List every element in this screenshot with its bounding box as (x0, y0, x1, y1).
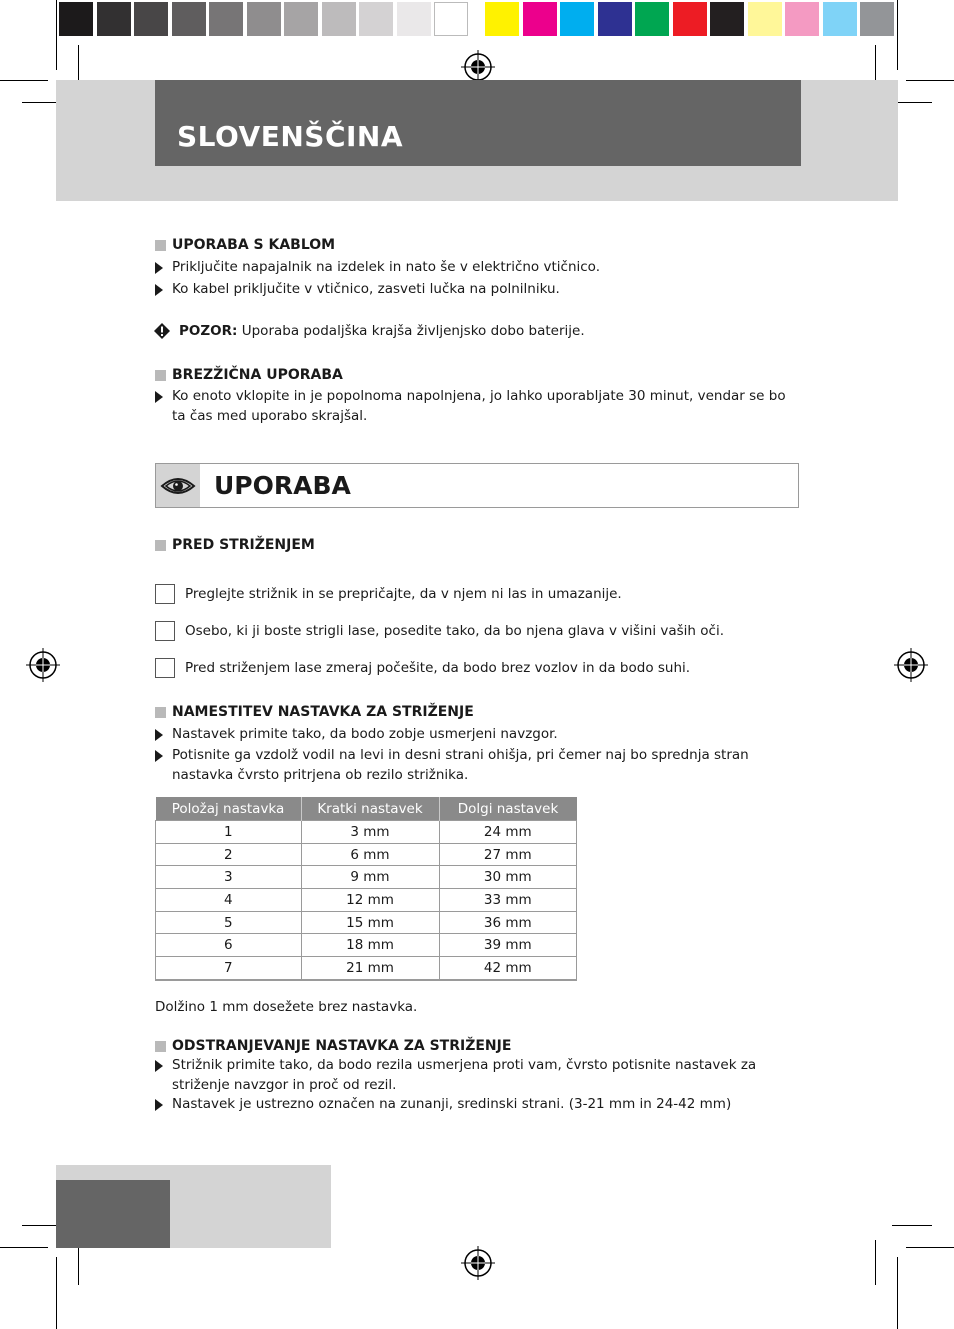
color-swatch (560, 2, 594, 36)
gray-swatch (359, 2, 393, 36)
checklist-item (155, 621, 724, 641)
gray-swatch (434, 2, 468, 36)
list-item (155, 746, 795, 785)
color-swatch (598, 2, 632, 36)
table-cell: 12 mm (301, 889, 439, 912)
table-row (156, 934, 577, 957)
checklist-item-text: Osebo, ki ji boste strigli lase, posedite tako, da bo njena glava v višini vaših oči. (185, 623, 724, 639)
gray-swatch (397, 2, 431, 36)
table-row (156, 911, 577, 934)
checklist-item-text: Pred striženjem lase zmeraj počešite, da bodo brez vozlov in da bodo suhi. (185, 660, 691, 676)
section-heading-remove-comb (155, 1038, 511, 1054)
triangle-bullet-icon (155, 284, 163, 296)
usage-section-banner (155, 463, 799, 508)
color-swatch (635, 2, 669, 36)
table-cell: 6 mm (301, 843, 439, 866)
table-cell: 27 mm (439, 843, 577, 866)
gray-swatch (322, 2, 356, 36)
gray-swatch (172, 2, 206, 36)
gray-swatch (247, 2, 281, 36)
section-heading-label: PRED STRIŽENJEM (172, 537, 315, 553)
registration-mark-icon (26, 648, 60, 682)
table-row (156, 889, 577, 912)
color-swatch (710, 2, 744, 36)
list-item-text: Nastavek primite tako, da bodo zobje usmerjeni navzgor. (172, 726, 558, 742)
eye-icon (160, 475, 196, 497)
section-heading-cordless (155, 367, 343, 383)
table-cell: 36 mm (439, 911, 577, 934)
triangle-bullet-icon (155, 1060, 163, 1072)
list-item (155, 387, 795, 426)
table-cell: 6 (156, 934, 302, 957)
color-swatch (673, 2, 707, 36)
triangle-bullet-icon (155, 729, 163, 741)
gray-swatch (284, 2, 318, 36)
table-row (156, 843, 577, 866)
table-cell: 33 mm (439, 889, 577, 912)
checkbox[interactable] (155, 621, 175, 641)
table-cell: 5 (156, 911, 302, 934)
list-item-text: Nastavek je ustrezno označen na zunanji, sredinski strani. (3-21 mm in 24-42 mm) (172, 1096, 732, 1112)
section-title: UPORABA (214, 471, 351, 500)
table-cell: 4 (156, 889, 302, 912)
list-item-text: Ko kabel priključite v vtičnico, zasveti lučka na polnilniku. (172, 281, 560, 297)
list-item-text: Strižnik primite tako, da bodo rezila usmerjena proti vam, čvrsto potisnite nastavek za striženje navzgor in proč od rezil. (172, 1057, 757, 1093)
table-cell: 42 mm (439, 957, 577, 980)
comb-length-table (155, 797, 577, 981)
list-item (155, 258, 795, 278)
section-heading-label: ODSTRANJEVANJE NASTAVKA ZA STRIŽENJE (172, 1038, 512, 1054)
color-swatch (860, 2, 894, 36)
checklist-item-text: Preglejte strižnik in se prepričajte, da v njem ni las in umazanije. (185, 586, 622, 602)
table-header-row (156, 797, 577, 821)
checklist-item (155, 584, 622, 604)
warning-label: POZOR: (179, 323, 238, 339)
column-header: Položaj nastavka (156, 797, 302, 821)
color-swatch (823, 2, 857, 36)
list-item (155, 1056, 795, 1095)
list-item (155, 725, 795, 745)
list-item (155, 280, 795, 300)
table-cell: 2 (156, 843, 302, 866)
list-item-text: Ko enoto vklopite in je popolnoma napolnjena, jo lahko uporabljate 30 minut, vendar se bo ta čas med uporabo skrajšal. (172, 388, 786, 424)
list-item-text: Potisnite ga vzdolž vodil na levi in desni strani ohišja, pri čemer naj bo sprednja stran nastavka čvrsto pritrjena ob rezilo strižnika. (172, 747, 749, 783)
table-cell: 1 (156, 821, 302, 844)
square-bullet-icon (155, 240, 166, 251)
registration-mark-icon (461, 50, 495, 84)
registration-mark-icon (461, 1246, 495, 1280)
table-cell: 39 mm (439, 934, 577, 957)
table-cell: 21 mm (301, 957, 439, 980)
square-bullet-icon (155, 540, 166, 551)
registration-mark-icon (894, 648, 928, 682)
square-bullet-icon (155, 370, 166, 381)
note-text: Dolžino 1 mm dosežete brez nastavka. (155, 999, 418, 1015)
section-heading-corded (155, 237, 335, 253)
section-heading-label: BREZŽIČNA UPORABA (172, 367, 343, 383)
page-title: SLOVENŠČINA (177, 120, 404, 153)
table-cell: 3 (156, 866, 302, 889)
triangle-bullet-icon (155, 262, 163, 274)
warning-text: Uporaba podaljška krajša življenjsko dobo baterije. (241, 323, 585, 339)
checklist-item (155, 658, 690, 678)
section-heading-label: UPORABA S KABLOM (172, 237, 336, 253)
gray-swatch (59, 2, 93, 36)
column-header: Dolgi nastavek (439, 797, 577, 821)
table-cell: 15 mm (301, 911, 439, 934)
color-swatch (748, 2, 782, 36)
table-row (156, 957, 577, 980)
square-bullet-icon (155, 707, 166, 718)
table-cell: 9 mm (301, 866, 439, 889)
list-item (155, 1095, 795, 1115)
checkbox[interactable] (155, 658, 175, 678)
table-cell: 3 mm (301, 821, 439, 844)
color-swatch (485, 2, 519, 36)
gray-swatch (97, 2, 131, 36)
warning-note (154, 323, 585, 339)
triangle-bullet-icon (155, 391, 163, 403)
table-row (156, 821, 577, 844)
list-item-text: Priključite napajalnik na izdelek in nato še v električno vtičnico. (172, 259, 600, 275)
triangle-bullet-icon (155, 1099, 163, 1111)
footer-page-tab (56, 1180, 170, 1248)
table-cell: 18 mm (301, 934, 439, 957)
section-heading-attach-comb (155, 704, 474, 720)
table-cell: 7 (156, 957, 302, 980)
color-swatch (523, 2, 557, 36)
gray-swatch (209, 2, 243, 36)
gray-swatch (134, 2, 168, 36)
checkbox[interactable] (155, 584, 175, 604)
square-bullet-icon (155, 1041, 166, 1052)
triangle-bullet-icon (155, 750, 163, 762)
column-header: Kratki nastavek (301, 797, 439, 821)
eye-icon-cell (156, 464, 200, 507)
table-cell: 30 mm (439, 866, 577, 889)
section-heading-label: NAMESTITEV NASTAVKA ZA STRIŽENJE (172, 704, 474, 720)
section-heading-before-cutting (155, 537, 315, 553)
warning-diamond-icon (154, 323, 170, 339)
color-swatch (785, 2, 819, 36)
table-row (156, 866, 577, 889)
table-cell: 24 mm (439, 821, 577, 844)
